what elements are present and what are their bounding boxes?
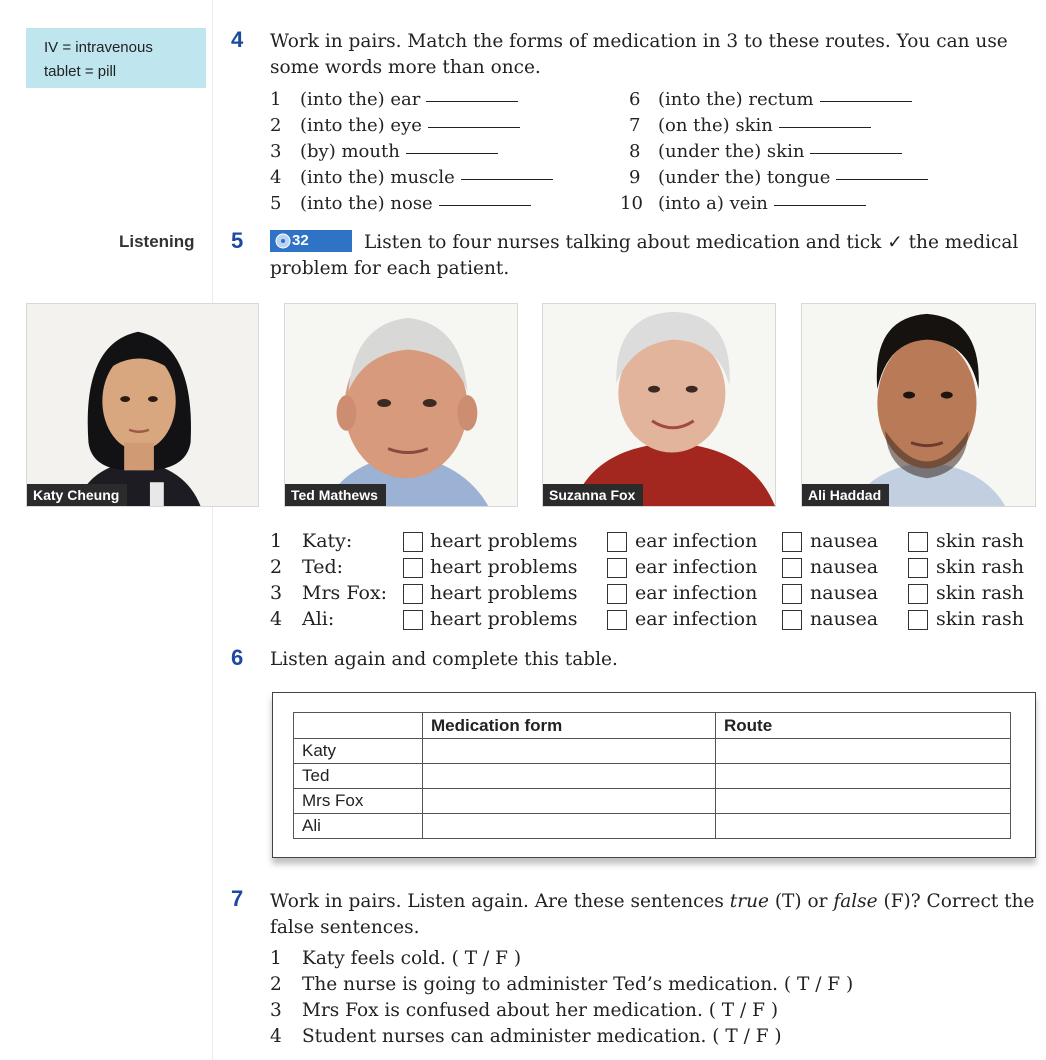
route-cell[interactable] (716, 789, 1011, 814)
photo-ted-mathews (284, 303, 518, 507)
true-false-item: 1 Katy feels cold. ( T / F ) (270, 948, 522, 969)
exercise-5-instruction-line1: Listen to four nurses talking about medication and tick ✓ the medical (364, 232, 1019, 253)
checkbox-skin-rash[interactable] (908, 532, 928, 552)
answer-blank[interactable] (779, 126, 871, 128)
answer-blank[interactable] (439, 204, 531, 206)
medication-table (293, 712, 1011, 839)
exercise-4-instruction-line1: Work in pairs. Match the forms of medication in 3 to these routes. You can use (270, 31, 1008, 52)
audio-track-button[interactable] (270, 230, 352, 252)
table-row (294, 814, 1011, 839)
woman-portrait-icon (27, 304, 258, 506)
photo-caption: Katy Cheung (27, 484, 127, 506)
route-cell[interactable] (716, 764, 1011, 789)
photo-caption: Ted Mathews (285, 484, 386, 506)
table-row (294, 789, 1011, 814)
match-item: 3 (by) mouth (270, 141, 498, 162)
checkbox-ear-infection[interactable] (607, 532, 627, 552)
route-cell[interactable] (716, 739, 1011, 764)
match-item: 1 (into the) ear (270, 89, 518, 110)
table-card (272, 692, 1036, 858)
checkbox-nausea[interactable] (782, 610, 802, 630)
glossary-line-iv: IV = intravenous (44, 39, 153, 56)
table-header-row (294, 713, 1011, 739)
glossary-line-tablet: tablet = pill (44, 63, 117, 80)
exercise-5-number: 5 (231, 228, 244, 253)
medication-form-cell[interactable] (423, 789, 716, 814)
checkbox-heart-problems[interactable] (403, 532, 423, 552)
match-item: 5 (into the) nose (270, 193, 531, 214)
photo-ali-haddad (801, 303, 1036, 507)
answer-blank[interactable] (820, 100, 912, 102)
true-false-item: 4 Student nurses can administer medication. ( T / F ) (270, 1026, 782, 1047)
true-word: true (729, 891, 769, 912)
match-item: 8 (under the) skin (620, 141, 902, 162)
exercise-4-instruction-line2: some words more than once. (270, 57, 541, 78)
checkbox-nausea[interactable] (782, 558, 802, 578)
checkbox-nausea[interactable] (782, 584, 802, 604)
answer-blank[interactable] (406, 152, 498, 154)
table-row-label: Mrs Fox (294, 789, 423, 814)
elderly-woman-portrait-icon (543, 304, 775, 506)
table-header-cell (294, 713, 423, 739)
match-item: 4 (into the) muscle (270, 167, 553, 188)
match-item: 7 (on the) skin (620, 115, 871, 136)
exercise-7-instruction-line1: Work in pairs. Listen again. Are these sentences true (T) or false (F)? Correct the (270, 891, 1035, 912)
answer-blank[interactable] (461, 178, 553, 180)
answer-blank[interactable] (426, 100, 518, 102)
checkbox-ear-infection[interactable] (607, 610, 627, 630)
false-word: false (833, 891, 878, 912)
table-row-label: Katy (294, 739, 423, 764)
table-row-label: Ted (294, 764, 423, 789)
glossary-box (26, 28, 206, 88)
checkbox-skin-rash[interactable] (908, 584, 928, 604)
exercise-7-instruction-line2: false sentences. (270, 917, 420, 938)
table-header-cell: Route (716, 713, 1011, 739)
match-item: 10 (into a) vein (620, 193, 866, 214)
listening-section-label: Listening (119, 232, 195, 251)
checkbox-skin-rash[interactable] (908, 558, 928, 578)
table-row-label: Ali (294, 814, 423, 839)
checkbox-skin-rash[interactable] (908, 610, 928, 630)
table-header-cell: Medication form (423, 713, 716, 739)
page-gutter-line (212, 0, 213, 1060)
medication-form-cell[interactable] (423, 764, 716, 789)
elderly-man-portrait-icon (285, 304, 517, 506)
photo-caption: Suzanna Fox (543, 484, 643, 506)
route-cell[interactable] (716, 814, 1011, 839)
checkbox-ear-infection[interactable] (607, 558, 627, 578)
match-item: 6 (into the) rectum (620, 89, 912, 110)
answer-blank[interactable] (810, 152, 902, 154)
audio-track-number: 32 (292, 232, 309, 249)
cd-audio-icon (274, 232, 292, 250)
exercise-6-instruction: Listen again and complete this table. (270, 649, 618, 670)
exercise-6-number: 6 (231, 645, 244, 670)
checkbox-heart-problems[interactable] (403, 584, 423, 604)
answer-blank[interactable] (428, 126, 520, 128)
true-false-item: 2 The nurse is going to administer Ted’s medication. ( T / F ) (270, 974, 854, 995)
checkbox-ear-infection[interactable] (607, 584, 627, 604)
photo-caption: Ali Haddad (802, 484, 889, 506)
table-row (294, 739, 1011, 764)
true-false-item: 3 Mrs Fox is confused about her medication. ( T / F ) (270, 1000, 779, 1021)
checkbox-heart-problems[interactable] (403, 558, 423, 578)
medication-form-cell[interactable] (423, 814, 716, 839)
answer-blank[interactable] (774, 204, 866, 206)
photo-katy-cheung (26, 303, 259, 507)
checkbox-heart-problems[interactable] (403, 610, 423, 630)
table-row (294, 764, 1011, 789)
photo-suzanna-fox (542, 303, 776, 507)
checkbox-nausea[interactable] (782, 532, 802, 552)
medication-form-cell[interactable] (423, 739, 716, 764)
exercise-7-number: 7 (231, 886, 244, 911)
match-item: 9 (under the) tongue (620, 167, 928, 188)
exercise-5-instruction-line2: problem for each patient. (270, 258, 510, 279)
answer-blank[interactable] (836, 178, 928, 180)
man-portrait-icon (802, 304, 1035, 506)
match-item: 2 (into the) eye (270, 115, 520, 136)
exercise-4-number: 4 (231, 27, 244, 52)
